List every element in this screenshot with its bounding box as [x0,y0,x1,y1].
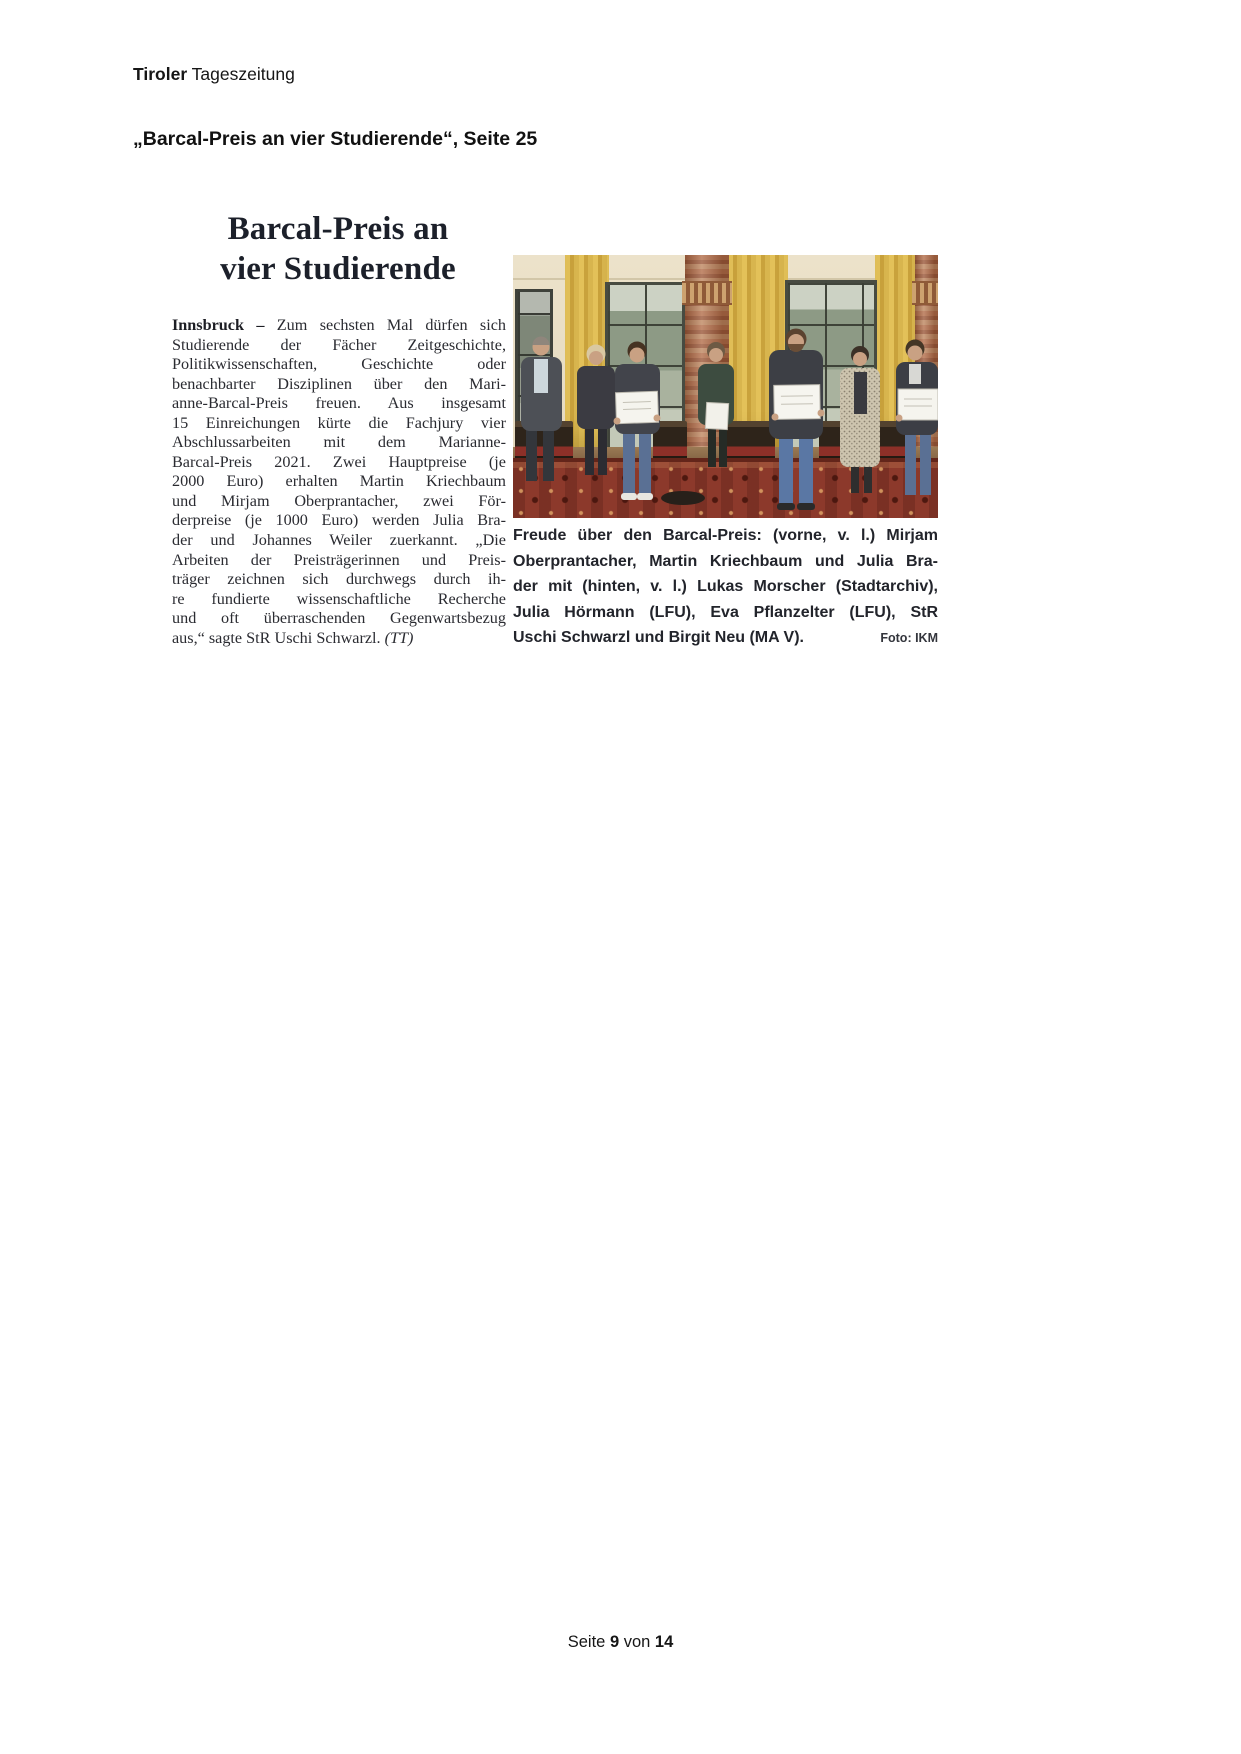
article-headline [170,209,506,289]
person-laureate-2 [769,329,825,511]
person-woman-blonde [577,345,615,476]
photo-caption [513,523,938,652]
article-body-line: derpreise (je 1000 Euro) werden Julia Bra- [172,511,506,530]
article-body-line: aus,“ sagte StR Uschi Schwarzl. (TT) [172,628,414,647]
article-body-line: 15 Einreichungen kürte die Fachjury vier [172,413,506,432]
document-heading: „Barcal-Preis an vier Studierende“, Seite 25 [133,128,538,150]
article-body-line: Barcal-Preis 2021. Zwei Hauptpreise (je [172,452,506,471]
article-signature: (TT) [384,628,414,647]
article-body-line: Arbeiten der Preisträgerinnen und Preis- [172,550,506,569]
article-body-line: re fundierte wissenschaftliche Recherche [172,589,506,608]
article-lead: Innsbruck – [172,316,277,334]
article-body-line: Abschlussarbeiten mit dem Marianne- [172,433,506,452]
article-photo [513,255,938,518]
article-body-line: anne-Barcal-Preis freuen. Aus insgesamt [172,394,506,413]
footer-page-number: 9 [609,1633,620,1651]
headline-line-1: Barcal-Preis an [227,211,449,247]
headline-line-2: vier Studierende [220,251,456,287]
article-body-line: träger zeichnen sich durchwegs durch ih- [172,570,506,589]
page-footer [0,1633,1241,1652]
article-body-line: 2000 Euro) erhalten Martin Kriechbaum [172,472,506,491]
caption-line: Oberprantacher, Martin Kriechbaum und Julia Bra- [513,552,938,570]
article-body-line: benachbarter Disziplinen über den Mari- [172,374,506,393]
article-body-line: und oft überraschenden Gegenwartsbezug [172,609,506,628]
masthead-rest: Tageszeitung [187,64,295,84]
footer-prefix: Seite [567,1633,610,1651]
article-body-line: Innsbruck – Zum sechsten Mal dürfen sich [172,316,506,334]
person-woman-middle [698,342,734,467]
footer-total-pages: 14 [654,1633,674,1651]
footer-middle: von [619,1633,655,1651]
article-body-line: Studierende der Fächer Zeitgeschichte, [172,335,506,354]
caption-line: Freude über den Barcal-Preis: (vorne, v. l.) Mirjam [513,527,938,544]
article-body-line: und Mirjam Oberprantacher, zwei För- [172,491,506,510]
photo-people-illustration [513,255,938,518]
masthead [133,64,295,85]
caption-text: Uschi Schwarzl und Birgit Neu (MA V). [513,629,804,646]
article-body [172,316,506,648]
newspaper-clipping [170,205,945,675]
photo-credit: Foto: IKM [880,631,938,645]
caption-line: der mit (hinten, v. l.) Lukas Morscher (Stadtarchiv), [513,578,938,595]
article-body-line: der und Johannes Weiler zuerkannt. „Die [172,531,506,550]
person-woman-patterned-coat [840,346,880,493]
caption-line [513,625,938,652]
masthead-brand: Tiroler [133,64,188,84]
person-laureate-1 [614,342,661,501]
person-laureate-3 [896,340,939,496]
article-body-line: Politikwissenschaften, Geschichte oder [172,355,506,374]
person-man-left [521,337,562,481]
caption-line: Julia Hörmann (LFU), Eva Pflanzelter (LFU), StR [513,603,938,621]
